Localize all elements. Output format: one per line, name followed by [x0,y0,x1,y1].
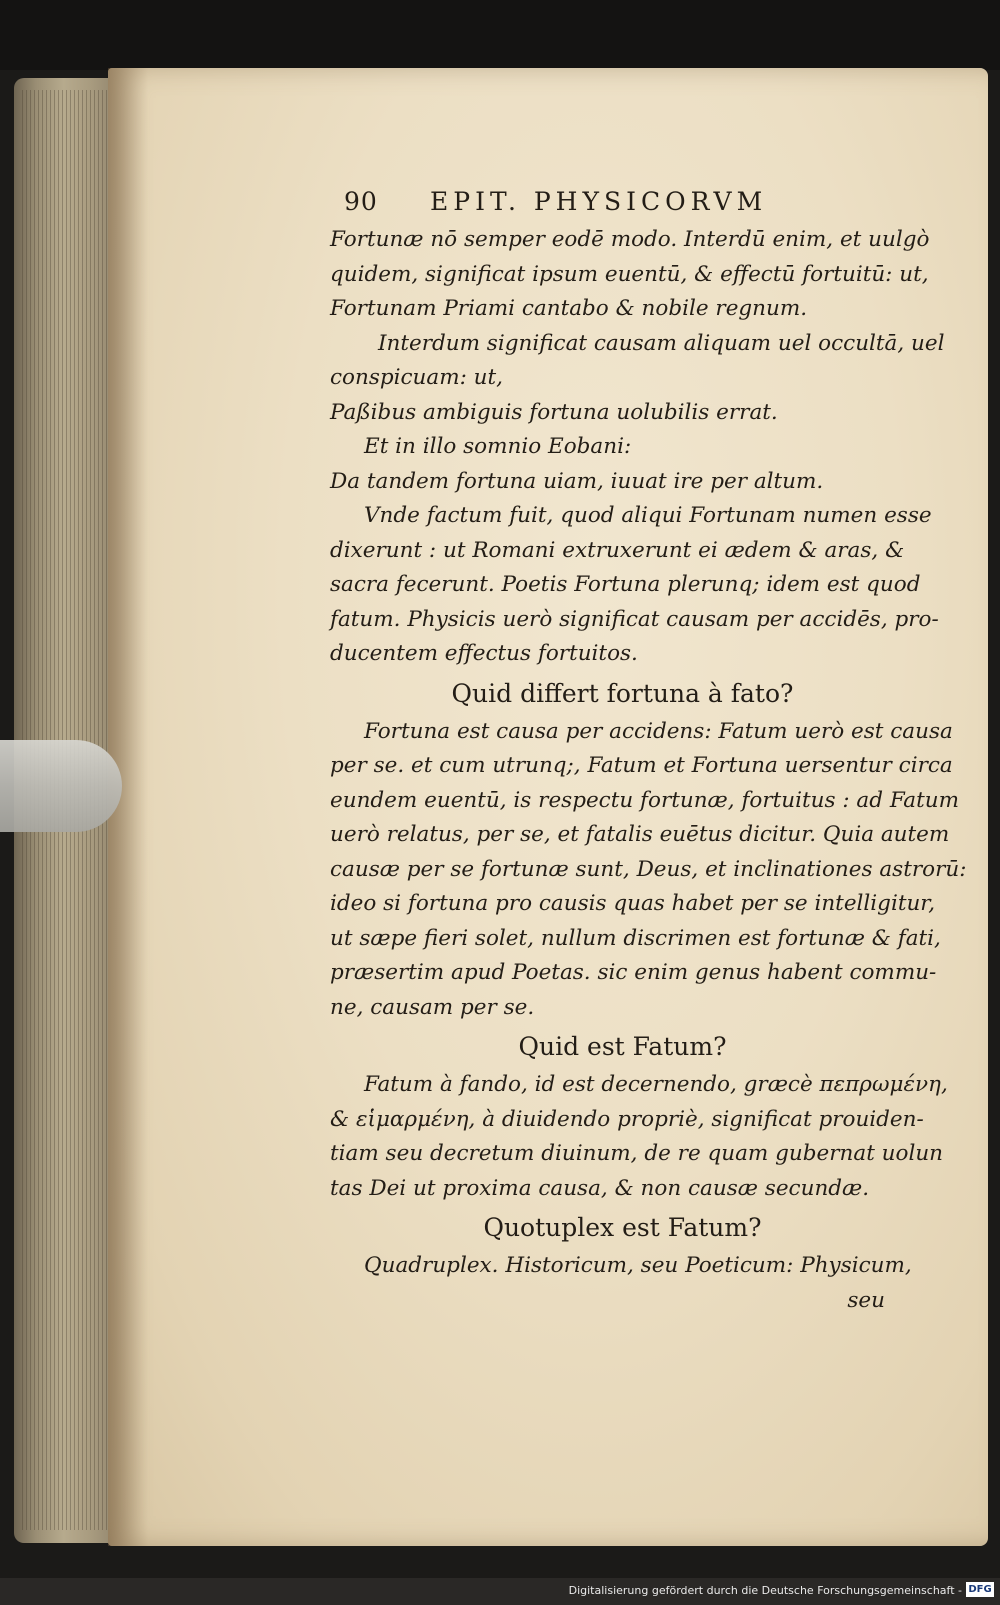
text-line: conspicuam: ut, [330,365,503,390]
page-text-block [330,185,967,1318]
text-line: Quadruplex. Historicum, seu Poeticum: Physicum, [364,1253,912,1278]
text-line: dixerunt : ut Romani extruxerunt ei ædem & aras, & [330,537,905,563]
text-line: tas Dei ut proxima causa, & non causæ secundæ. [330,1175,870,1201]
text-line: sacra fecerunt. Poetis Fortuna plerunq; idem est quod [330,572,921,597]
verse-line: Fortunam Priami cantabo & nobile regnum. [330,296,808,321]
page-number: 90 [344,187,378,216]
verse-line: Paßibus ambiguis fortuna uolubilis errat. [330,399,778,425]
running-title: EPIT. PHYSICORVM [430,187,768,216]
section-heading: Quid est Fatum? [518,1032,727,1061]
text-line: tiam seu decretum diuinum, de re quam gubernat uolun [330,1141,944,1166]
text-line: & εἱμαρμένη, à diuidendo propriè, significat prouiden- [330,1106,924,1132]
scanner-background [0,0,1000,70]
text-line: Et in illo somnio Eobani: [364,434,632,459]
text-line: Fortunæ nō semper eodē modo. Interdū enim, et uulgò [330,227,930,252]
text-line: eundem euentū, is respectu fortunæ, fortuitus : ad Fatum [330,787,959,813]
text-line: Vnde factum fuit, quod aliqui Fortunam numen esse [364,503,932,528]
text-line: quidem, significat ipsum euentū, & effectū fortuitū: ut, [330,261,929,287]
text-line: præsertim apud Poetas. sic enim genus habent commu- [330,960,937,985]
text-line: per se. et cum utrunq;, Fatum et Fortuna uersentur circa [330,753,953,778]
text-line: uerò relatus, per se, et fatalis euētus dicitur. Quia autem [330,822,950,847]
text-line: ne, causam per se. [330,994,535,1020]
text-line: fatum. Physicis uerò significat causam per accidēs, pro- [330,606,939,632]
dfg-logo: DFG [966,1582,994,1597]
text-line: ducentem effectus fortuitos. [330,641,638,666]
page-clip [0,740,122,832]
verse-line: Da tandem fortuna uiam, iuuat ire per altum. [330,468,824,494]
section-heading: Quotuplex est Fatum? [483,1213,762,1242]
text-line: causæ per se fortunæ sunt, Deus, et inclinationes astrorū: [330,856,967,882]
text-line: ideo si fortuna pro causis quas habet per se intelligitur, [330,891,936,916]
text-line: Fortuna est causa per accidens: Fatum uerò est causa [364,718,953,744]
text-line: ut sæpe fieri solet, nullum discrimen est fortunæ & fati, [330,925,941,951]
catchword: seu [847,1287,885,1313]
digitization-credit: Digitalisierung gefördert durch die Deutsche Forschungsgemeinschaft - [568,1584,962,1597]
text-line: Interdum significat causam aliquam uel occultā, uel [378,330,945,356]
text-line: Fatum à fando, id est decernendo, græcè πεπρωμένη, [364,1072,948,1097]
running-head [330,185,915,223]
section-heading: Quid differt fortuna à fato? [451,678,794,708]
